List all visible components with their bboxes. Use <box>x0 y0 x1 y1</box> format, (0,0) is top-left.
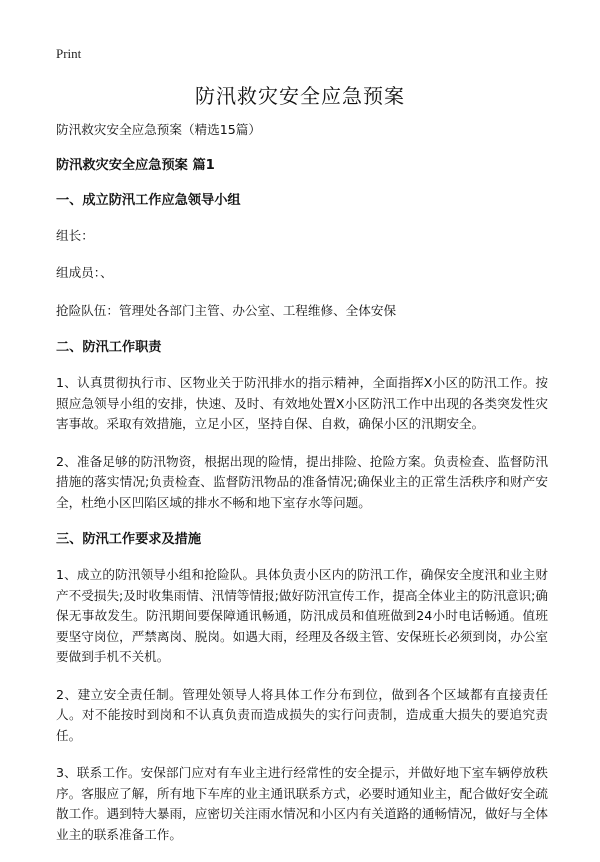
print-label[interactable]: Print <box>56 46 82 61</box>
document-subtitle: 防汛救灾安全应急预案（精选15篇） <box>56 122 261 137</box>
paragraph-4: 2、建立安全责任制。管理处领导人将具体工作分布到位，做到各个区域都有直接责任人。对不能按时到岗和不认真负责而造成损失的实行问责制，造成重大损失的要追究责任。 <box>56 686 548 743</box>
paragraph-3: 1、成立的防汛领导小组和抢险队。具体负责小区内的防汛工作，确保安全度汛和业主财产不受损失;及时收集雨情、汛情等情报;做好防汛宣传工作，提高全体业主的防汛意识;确保无事故发生。防汛期间要保障通讯畅通，防汛成员和值班做到24小时电话畅通。值班要坚守岗位，严禁离岗、脱岗。如遇大雨，经理及各级主管、安保班长必须到岗，办公室要做到手机不关机。 <box>56 567 548 664</box>
section-heading: 防汛救灾安全应急预案 篇1 <box>56 157 215 173</box>
document-body <box>56 120 548 862</box>
heading-1: 一、成立防汛工作应急领导小组 <box>56 192 241 208</box>
team-line: 抢险队伍：管理处各部门主管、办公室、工程维修、全体安保 <box>56 302 397 318</box>
paragraph-1: 1、认真贯彻执行市、区物业关于防汛排水的指示精神，全面指挥X小区的防汛工作。按照应急领导小组的安排，快速、及时、有效地处置X小区防汛工作中出现的各类突发性灾害事故。采取有效措施，立足小区，坚持自保、自救，确保小区的汛期安全。 <box>56 375 548 431</box>
paragraph-5: 3、联系工作。安保部门应对有车业主进行经常性的安全提示，并做好地下室车辆停放秩序。客服应了解，所有地下车库的业主通讯联系方式，必要时通知业主，配合做好安全疏散工作。遇到特大暴雨，应密切关注雨水情况和小区内有关道路的通畅情况，做好与全体业主的联系准备工作。 <box>56 765 548 842</box>
members-line: 组成员：、 <box>56 265 113 280</box>
paragraph-2: 2、准备足够的防汛物资，根据出现的险情，提出排险、抢险方案。负责检查、监督防汛措施的落实情况;负责检查、监督防汛物品的准备情况;确保业主的正常生活秩序和财产安全，杜绝小区凹陷区域的排水不畅和地下室存水等问题。 <box>56 453 548 510</box>
heading-3: 三、防汛工作要求及措施 <box>56 532 202 547</box>
document-title: 防汛救灾安全应急预案 <box>195 84 405 108</box>
heading-2: 二、防汛工作职责 <box>56 340 162 355</box>
leader-line: 组长： <box>56 227 94 243</box>
